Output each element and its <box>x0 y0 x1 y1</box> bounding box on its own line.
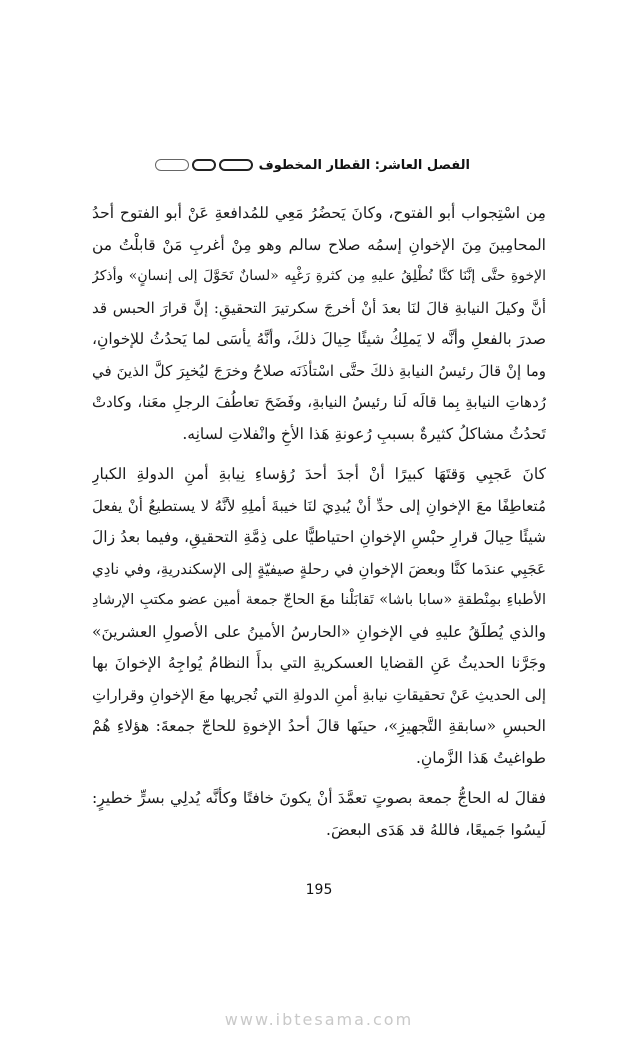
text-line: طواغيتُ هَذا الزَّمانِ. <box>415 748 546 767</box>
text-line: لَيسُوا جَميعًا، فاللهُ قد هَدَى البعضَ. <box>326 820 546 839</box>
text-line: مِن اسْتِجواب أبو الفتوح، وكانَ يَحضُرُ مَعِي للمُدافعةِ عَنْ أبو الفتوح أحدُ <box>92 204 546 222</box>
chapter-title: الفصل العاشر: القطار المخطوف <box>258 157 470 173</box>
paragraph-2 <box>92 459 546 774</box>
text-line: كانَ عَجبِي وَقتَهَا كبيرًا أنْ أجدَ أحدَ رُؤساءِ نِيابةِ أمنِ الدولةِ الكبارِ <box>92 465 546 483</box>
text-line: مُتعاطِفًا معَ الإخوانِ إلى حدِّ أنْ يُبدِيَ لنَا خيبةَ أملِهِ لأنَّهُ لا يستطيعُ أنْ يفعلَ <box>92 496 546 515</box>
paragraph-gap <box>92 450 546 459</box>
ornament-pill <box>192 159 216 171</box>
body-text <box>92 198 546 846</box>
page-number: 195 <box>305 882 333 898</box>
text-line: الإخوةِ حتَّى إنَّنَا كنَّا نُطْلِقُ عليهِ مِن كثرةِ رَغْيِه «لسانٌ تَحَوَّلَ إلى إنسانٍ» وأذكرُ <box>92 268 546 284</box>
text-line: رُدهاتِ النيابةِ بِما قالَه لَنا رئيسُ النيابةِ، وفَضَحَ تعاطُفَ الرجلِ معَنا، وكادتْ <box>92 393 546 411</box>
watermark: www.ibtesama.com <box>224 1010 414 1029</box>
ornament-pill <box>219 159 253 171</box>
text-line: وما إنْ قالَ رئيسُ النيابةِ ذلكَ حتَّى اسْتأذَنَه صلاحُ وخرَجَ ليُخبِرَ كلَّ الذينَ في <box>92 361 546 380</box>
text-line: عَجَبِي عندَما كنَّا وبعضَ الإخوانِ في رحلةٍ صيفيّةٍ إلى الإسكندريةِ، وفي نادِي <box>92 559 546 578</box>
text-line: أنَّ وكيلَ النيابةِ قالَ لنَا بعدَ أنْ أخرجَ سكرتيرَ التحقيقِ: إنَّ قرارَ الحبس قد <box>92 298 546 317</box>
running-header <box>96 152 470 178</box>
text-line: المحامِينَ مِنَ الإخوانِ إسمُه صلاح سالم وهو مِنْ أغربِ مَنْ قابلْتُ من <box>92 235 546 254</box>
text-line: وجَرَّنا الحديثُ عَنِ القضايا العسكريةِ التي بدأَ النظامُ يُواجِهُ الإخوانَ بها <box>92 654 546 672</box>
paragraph-3 <box>92 783 546 846</box>
text-line: إلى الحديثِ عَنْ تحقيقاتِ نيابةِ أمنِ الدولةِ التي تُجريها معَ الإخوانِ وقراراتِ <box>92 685 546 704</box>
header-ornament <box>155 159 253 171</box>
ornament-pill <box>155 159 189 171</box>
text-line: تَحدُثُ مشاكلُ كثيرةٌ بسببِ رُعونةِ هَذا الأخِ وانْفلاتِ لسانِه. <box>182 424 546 443</box>
text-line: صدرَ بالفعلِ وأنَّه لا يَملِكُ شيئًا حِيالَ ذلكَ، وأنَّهُ يأسَى لما يَحدُثُ للإخوانِ، <box>92 330 546 348</box>
text-line: شيئًا حِيالَ قرارِ حبْسِ الإخوانِ احتياطيًّا على ذِمَّةِ التحقيقِ، وفيما بعدُ زالَ <box>92 528 546 546</box>
text-line: والذي يُطلَقُ عليهِ في الإخوانِ «الحارسُ الأمينُ على الأصولِ العشرينَ» <box>92 622 546 641</box>
text-line: الحبسِ «سابقةِ التَّجهيزِ»، حينَها قالَ أحدُ الإخوةِ للحاجّ جمعةَ: هؤلاءِ هُمْ <box>92 717 546 735</box>
text-line: فقالَ له الحاجُّ جمعة بصوتٍ تعمَّدَ أنْ يكونَ خافتًا وكأنَّه يُدلِي بسرٍّ خطيرٍ: <box>92 789 546 807</box>
text-line: الأطباءِ بمِنْطقةِ «سابا باشا» تَقابَلْنا معَ الحاجّ جمعة أمين عضو مكتبِ الإرشادِ <box>92 592 546 608</box>
paragraph-1 <box>92 198 546 450</box>
paragraph-gap <box>92 774 546 783</box>
